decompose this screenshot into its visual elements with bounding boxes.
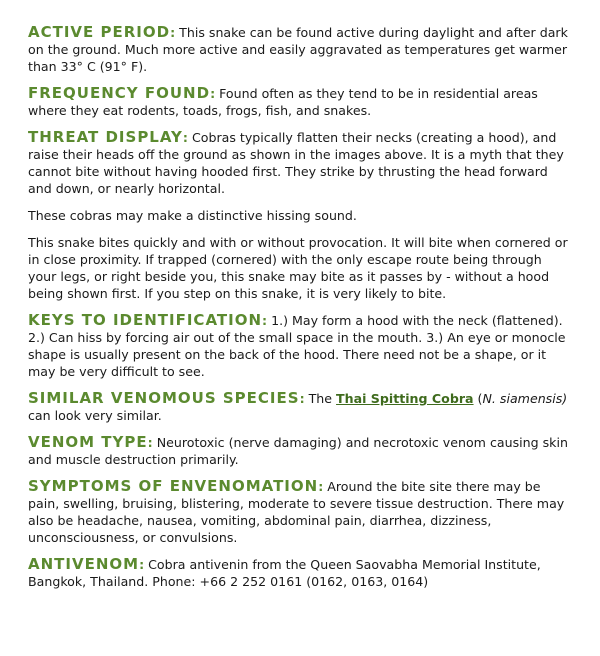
frequency-found-colon: : [210, 86, 216, 101]
threat-display-text: Cobras typically flatten their necks (creating a hood), and raise their heads off the ground as shown in the images above. It is a myth that they cannot bite without having hooded first. They strike by thrusting the head forward and down, or nearly horizontal. [28, 130, 564, 196]
antivenom-heading: ANTIVENOM [28, 555, 140, 573]
similar-species-colon: : [299, 391, 305, 406]
similar-text-mid: ( [473, 391, 483, 406]
threat-display-paragraph [28, 129, 572, 197]
keys-colon: : [262, 313, 268, 328]
keys-heading: KEYS TO IDENTIFICATION [28, 311, 263, 329]
symptoms-paragraph [28, 478, 572, 546]
hissing-paragraph [28, 207, 572, 224]
active-period-text: This snake can be found active during daylight and after dark on the ground. Much more active and easily aggravated as temperatures get warmer than 33° C (91° F). [28, 25, 568, 74]
bites-paragraph [28, 234, 572, 302]
symptoms-colon: : [318, 479, 324, 494]
similar-text-before: The [304, 391, 337, 406]
hissing-text: These cobras may make a distinctive hissing sound. [28, 208, 357, 223]
antivenom-text: Cobra antivenin from the Queen Saovabha Memorial Institute, Bangkok, Thailand. Phone: +66 2 252 0161 (0162, 0163, 0164) [28, 557, 541, 589]
active-period-colon: : [170, 25, 176, 40]
keys-text: 1.) May form a hood with the neck (flattened). 2.) Can hiss by forcing air out of the small space in the mouth. 3.) An eye or monocle shape is usually present on the back of the hood. There need not be a shape, or it may be very difficult to see. [28, 313, 566, 379]
frequency-found-heading: FREQUENCY FOUND [28, 84, 211, 102]
venom-type-heading: VENOM TYPE [28, 433, 148, 451]
active-period-heading: ACTIVE PERIOD [28, 23, 171, 41]
thai-spitting-cobra-link[interactable]: Thai Spitting Cobra [336, 391, 474, 406]
keys-paragraph [28, 312, 572, 380]
similar-species-paragraph [28, 390, 572, 424]
similar-text-after: can look very similar. [28, 408, 162, 423]
active-period-paragraph [28, 24, 572, 75]
threat-display-heading: THREAT DISPLAY [28, 128, 183, 146]
antivenom-colon: : [139, 557, 145, 572]
bites-text: This snake bites quickly and with or without provocation. It will bite when cornered or in close proximity. If trapped (cornered) with the only escape route being through your legs, or right beside you, this snake may bite as it passes by - without a hood being shown first. If you step on this snake, it is very likely to bite. [28, 235, 568, 301]
venom-type-paragraph [28, 434, 572, 468]
similar-species-heading: SIMILAR VENOMOUS SPECIES [28, 389, 300, 407]
symptoms-heading: SYMPTOMS OF ENVENOMATION [28, 477, 319, 495]
similar-species-scientific-name: N. siamensis) [482, 391, 568, 406]
threat-display-colon: : [182, 130, 188, 145]
venom-type-colon: : [147, 435, 153, 450]
symptoms-text: Around the bite site there may be pain, swelling, bruising, blistering, moderate to severe tissue destruction. There may also be headache, nausea, vomiting, abdominal pain, diarrhea, dizziness, unconsciousness, or convulsions. [28, 479, 565, 545]
frequency-found-paragraph [28, 85, 572, 119]
frequency-found-text: Found often as they tend to be in residential areas where they eat rodents, toads, frogs, fish, and snakes. [28, 86, 538, 118]
antivenom-paragraph [28, 556, 572, 590]
venom-type-text: Neurotoxic (nerve damaging) and necrotoxic venom causing skin and muscle destruction primarily. [28, 435, 568, 467]
